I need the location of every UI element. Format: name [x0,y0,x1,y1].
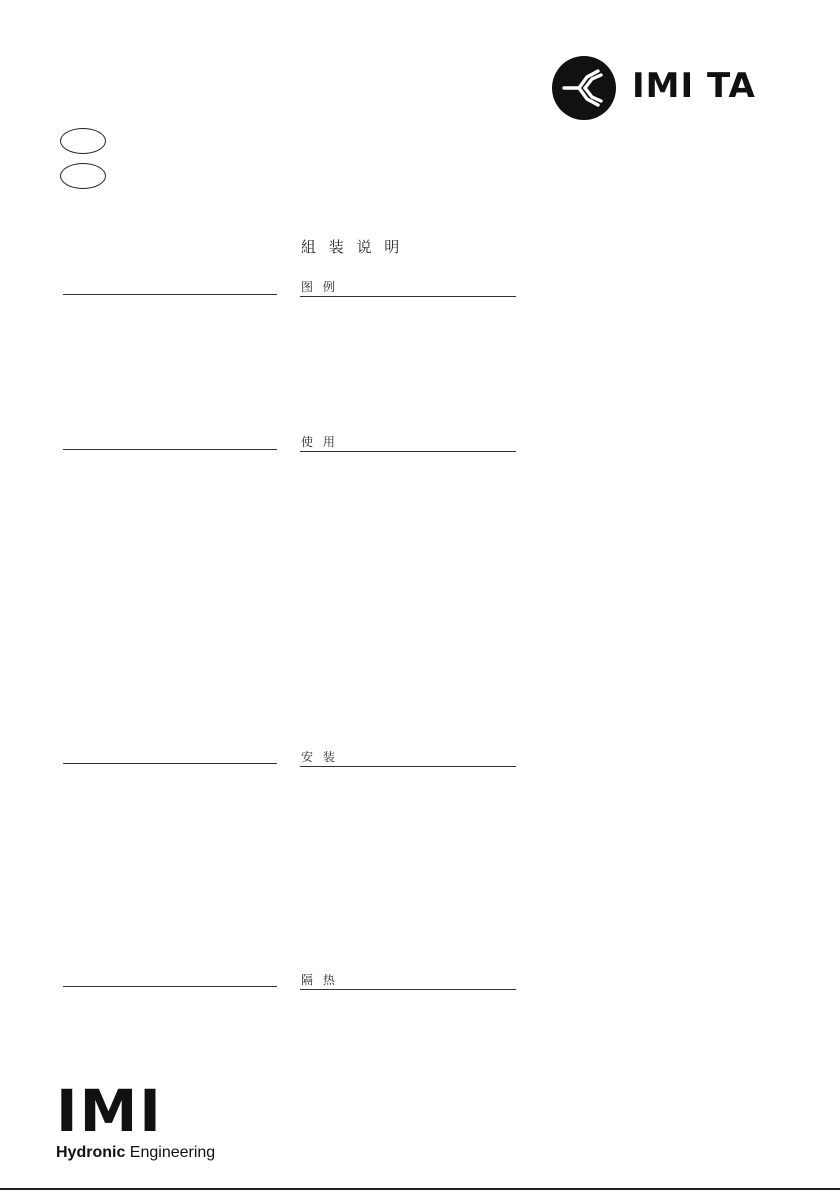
section-heading-installation: 安 装 [301,750,338,764]
document-title: 組 装 说 明 [301,238,404,256]
tagline-hydronic: Hydronic [56,1144,126,1161]
tagline-engineering: Engineering [125,1144,216,1161]
imi-ta-symbol-icon [552,56,616,120]
section-rule-left [63,986,277,987]
section-rule-right [300,766,516,767]
language-oval [60,163,106,189]
language-oval [60,128,106,154]
section-rule-right [300,989,516,990]
section-rule-left [63,449,277,450]
section-heading-insulation: 隔 热 [301,973,338,987]
section-rule-left [63,763,277,764]
section-rule-left [63,294,277,295]
page-bottom-rule [0,1188,840,1190]
brand-name: IMI TA [632,66,756,106]
brand-logo [552,56,762,120]
section-heading-legend: 图 例 [301,280,338,294]
section-heading-use: 使 用 [301,435,338,449]
section-rule-right [300,451,516,452]
section-rule-right [300,296,516,297]
imi-tagline [56,1144,215,1162]
imi-logo: IMI [56,1077,163,1145]
